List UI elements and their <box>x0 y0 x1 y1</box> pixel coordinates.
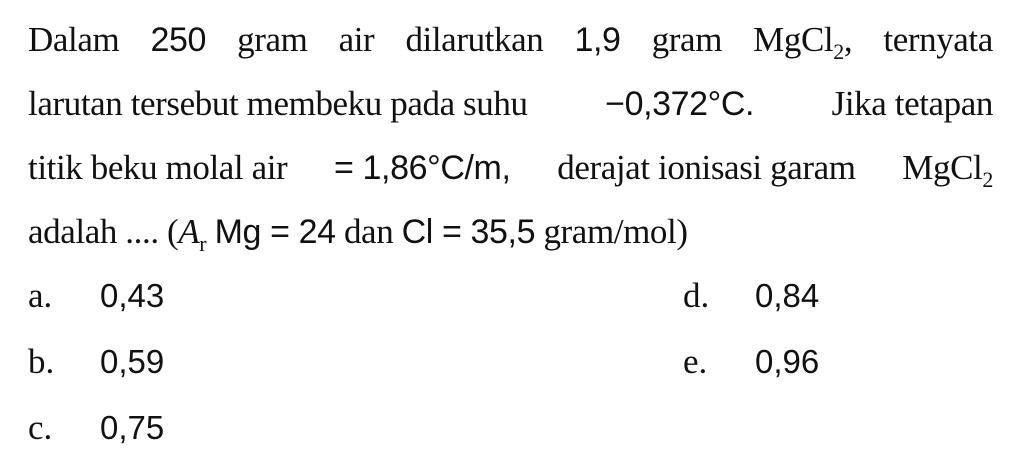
cl-mass: Cl = 35,5 <box>401 213 536 251</box>
option-value: 0,43 <box>100 277 165 314</box>
text-segment: larutan tersebut membeku pada suhu <box>28 84 528 123</box>
option-letter: a. <box>28 276 53 315</box>
option-letter: b. <box>28 342 55 381</box>
question-text <box>28 8 993 264</box>
option-e[interactable] <box>683 332 819 392</box>
option-d[interactable] <box>683 266 819 326</box>
comma: , <box>843 20 853 59</box>
option-a[interactable] <box>28 266 164 326</box>
question-line-3 <box>28 136 993 200</box>
word: dilarutkan <box>405 20 544 59</box>
unit-gram: gram <box>237 20 308 59</box>
freezing-temperature: −0,372°C. <box>605 85 755 123</box>
formula-base: MgCl <box>753 20 834 59</box>
question-line-1 <box>28 8 993 72</box>
relative-atomic-mass-symbol: A <box>178 212 200 251</box>
paren-open: ( <box>167 212 179 251</box>
formula-base: MgCl <box>902 148 983 187</box>
formula-mgcl2 <box>753 8 852 72</box>
word: air <box>338 20 375 59</box>
question-line-2 <box>28 72 993 136</box>
unit: gram/mol) <box>543 212 688 251</box>
option-value: 0,59 <box>100 343 165 380</box>
mass-solute: 1,9 <box>574 21 621 59</box>
option-b[interactable] <box>28 332 164 392</box>
option-letter: d. <box>683 276 710 315</box>
unit-gram: gram <box>651 20 723 59</box>
option-value: 0,84 <box>755 277 820 314</box>
word: Dalam <box>28 20 120 59</box>
formula-subscript: 2 <box>833 39 844 64</box>
word: dan <box>343 212 394 251</box>
symbol-subscript: r <box>199 231 207 256</box>
mass-water: 250 <box>150 21 206 59</box>
formula-subscript: 2 <box>982 167 993 192</box>
word: ternyata <box>883 20 993 59</box>
text-segment: derajat ionisasi garam <box>557 148 856 187</box>
text-segment: titik beku molal air <box>28 148 288 187</box>
option-letter: c. <box>28 408 53 447</box>
text-segment: Jika tetapan <box>831 84 993 123</box>
text-segment: adalah .... <box>28 212 159 251</box>
option-value: 0,75 <box>100 409 165 446</box>
question-line-4 <box>28 200 993 264</box>
option-letter: e. <box>683 342 708 381</box>
option-c[interactable] <box>28 398 164 458</box>
option-value: 0,96 <box>755 343 820 380</box>
kf-constant: = 1,86°C/m, <box>334 149 511 187</box>
formula-mgcl2 <box>902 136 993 200</box>
mg-mass: Mg = 24 <box>214 213 336 251</box>
